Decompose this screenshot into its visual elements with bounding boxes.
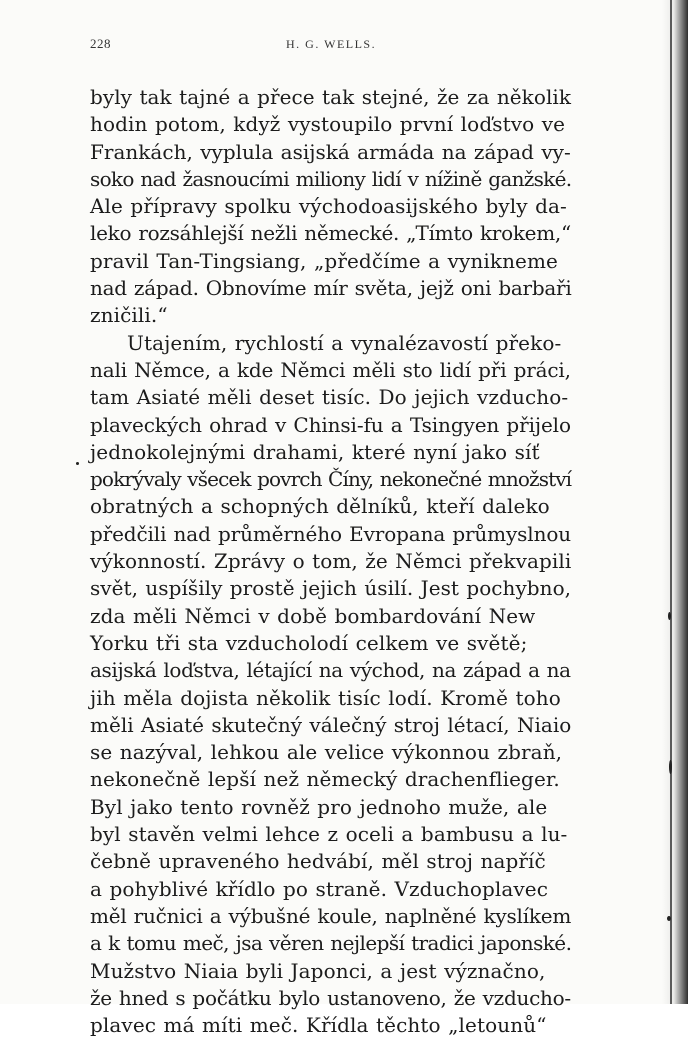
page-edge-line	[670, 0, 672, 1004]
text-line: pravil Tan-Tingsiang, „předčíme a vynikneme	[90, 248, 558, 273]
text-line: zničili.“	[90, 303, 168, 328]
text-line: výkonností. Zprávy o tom, že Němci překvapili	[90, 549, 572, 574]
text-line: zda měli Němci v době bombardování New	[90, 603, 536, 628]
text-line: byly tak tajné a přece tak stejné, že za několik	[90, 85, 572, 109]
text-line: předčili nad průměrného Evropana průmyslnou	[90, 521, 571, 546]
text-line: čebně upraveného hedvábí, měl stroj napříč	[90, 849, 546, 874]
print-speck	[669, 760, 672, 774]
text-line: obratných a schopných dělníků, kteří daleko	[90, 494, 550, 519]
text-line: a k tomu meč, jsa věren nejlepší tradici japonské.	[90, 931, 572, 956]
text-line: soko nad žasnoucími miliony lidí v nížině ganžské.	[90, 166, 572, 191]
text-line: plavec má míti meč. Křídla těchto „letounů“	[90, 1013, 547, 1038]
text-line: pokrývaly všecek povrch Číny, nekonečné množství	[90, 467, 572, 492]
text-line: Byl jako tento rovněž pro jednoho muže, ale	[90, 794, 548, 819]
page-header	[90, 36, 570, 56]
print-speck	[667, 916, 671, 921]
print-speck	[76, 462, 79, 465]
print-speck	[668, 612, 671, 620]
text-line: Mužstvo Niaia byli Japonci, a jest význačno,	[90, 958, 546, 983]
page-edge-shadow	[662, 0, 688, 1004]
text-line: se nazýval, lehkou ale velice výkonnou zbraň,	[90, 740, 563, 765]
text-line: Ale přípravy spolku východoasijského byly da-	[90, 194, 567, 219]
text-line: nad západ. Obnovíme mír světa, jejž oni barbaři	[90, 276, 572, 301]
text-line: jih měla dojista několik tisíc lodí. Kromě toho	[90, 685, 561, 710]
text-line: jednokolejnými drahami, které nyní jako síť	[90, 439, 540, 464]
text-line: byl stavěn velmi lehce z oceli a bambusu a lu-	[90, 822, 568, 847]
text-line: svět, uspíšily prostě jejich úsilí. Jest pochybno,	[90, 576, 572, 601]
text-line: Utajením, rychlostí a vynalézavostí překo-	[127, 330, 562, 355]
text-line: hodin potom, když vystoupilo první loďstvo ve	[90, 112, 566, 137]
text-line: leko rozsáhlejší nežli německé. „Tímto krokem,“	[90, 221, 571, 246]
page-number: 228	[90, 36, 111, 51]
text-line: tam Asiaté měli deset tisíc. Do jejich vzducho-	[90, 385, 569, 410]
text-line: Frankách, vyplula asijská armáda na západ vy-	[90, 139, 571, 164]
text-line: asijská loďstva, létající na východ, na západ a na	[90, 658, 571, 683]
text-line: nali Němce, a kde Němci měli sto lidí při práci,	[90, 357, 571, 382]
running-head: H. G. WELLS.	[286, 37, 377, 51]
text-line: že hned s počátku bylo ustanoveno, že vzducho-	[90, 985, 571, 1010]
text-line: nekonečně lepší než německý drachenflieger.	[90, 767, 560, 792]
body-text	[90, 84, 571, 1039]
text-line: měl ručnici a výbušné koule, naplněné kyslíkem	[90, 903, 572, 928]
text-line: plaveckých ohrad v Chinsi-fu a Tsingyen přijelo	[90, 412, 571, 437]
text-line: měli Asiaté skutečný válečný stroj létací, Niaio	[90, 712, 572, 737]
text-line: a pohyblivé křídlo po straně. Vzduchoplavec	[90, 876, 549, 901]
text-line: Yorku tři sta vzducholodí celkem ve světě;	[90, 630, 528, 655]
